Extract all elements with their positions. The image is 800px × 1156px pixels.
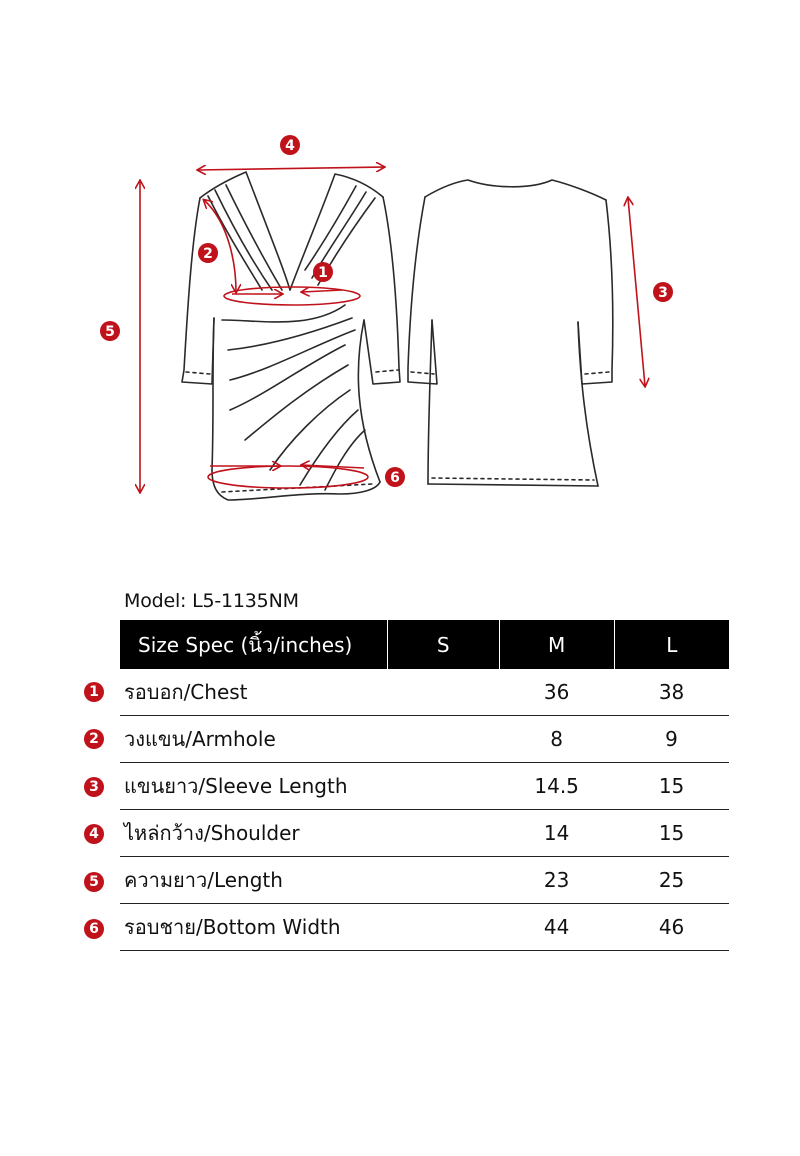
size-spec-table [120, 620, 729, 951]
cell-m: 8 [499, 716, 614, 763]
svg-text:5: 5 [105, 324, 115, 340]
cell-m: 36 [499, 669, 614, 716]
model-label: Model: L5-1135NM [124, 590, 299, 612]
cell-m: 14.5 [499, 763, 614, 810]
cell-s [387, 810, 499, 857]
cell-l: 9 [614, 716, 729, 763]
cell-l: 15 [614, 810, 729, 857]
header-m: M [499, 620, 614, 669]
row-number-badge: 2 [84, 729, 104, 749]
callout-4 [280, 135, 300, 155]
row-number-badge: 1 [84, 682, 104, 702]
svg-text:2: 2 [203, 246, 213, 262]
row-number-badge: 4 [84, 824, 104, 844]
svg-text:4: 4 [285, 138, 295, 154]
garment-diagram [0, 0, 800, 560]
svg-text:1: 1 [318, 265, 328, 281]
svg-text:3: 3 [658, 285, 668, 301]
cell-s [387, 669, 499, 716]
row-number-badge: 5 [84, 872, 104, 892]
cell-m: 14 [499, 810, 614, 857]
row-label: ไหล่กว้าง/Shoulder [120, 810, 387, 857]
cell-l: 38 [614, 669, 729, 716]
table-header-row [120, 620, 729, 669]
cell-s [387, 716, 499, 763]
front-view [182, 172, 400, 500]
cell-s [387, 857, 499, 904]
cell-m: 23 [499, 857, 614, 904]
cell-l: 25 [614, 857, 729, 904]
back-view [408, 180, 613, 486]
cell-s [387, 904, 499, 951]
row-label: ความยาว/Length [120, 857, 387, 904]
row-label: รอบชาย/Bottom Width [120, 904, 387, 951]
cell-l: 46 [614, 904, 729, 951]
row-number-badge: 3 [84, 777, 104, 797]
row-label: แขนยาว/Sleeve Length [120, 763, 387, 810]
header-s: S [387, 620, 499, 669]
table-row [120, 857, 729, 904]
callout-2 [198, 243, 218, 263]
table-row [120, 716, 729, 763]
cell-m: 44 [499, 904, 614, 951]
table-row [120, 810, 729, 857]
row-number-badge: 6 [84, 919, 104, 939]
header-size-spec: Size Spec (นิ้ว/inches) [120, 620, 387, 669]
row-label: วงแขน/Armhole [120, 716, 387, 763]
header-l: L [614, 620, 729, 669]
callout-1 [313, 262, 333, 282]
callout-6 [385, 467, 405, 487]
row-label: รอบอก/Chest [120, 669, 387, 716]
table-row [120, 669, 729, 716]
cell-s [387, 763, 499, 810]
callout-5 [100, 321, 120, 341]
cell-l: 15 [614, 763, 729, 810]
table-row [120, 763, 729, 810]
table-row [120, 904, 729, 951]
measurement-lines [140, 167, 645, 492]
svg-text:6: 6 [390, 470, 400, 486]
callout-3 [653, 282, 673, 302]
